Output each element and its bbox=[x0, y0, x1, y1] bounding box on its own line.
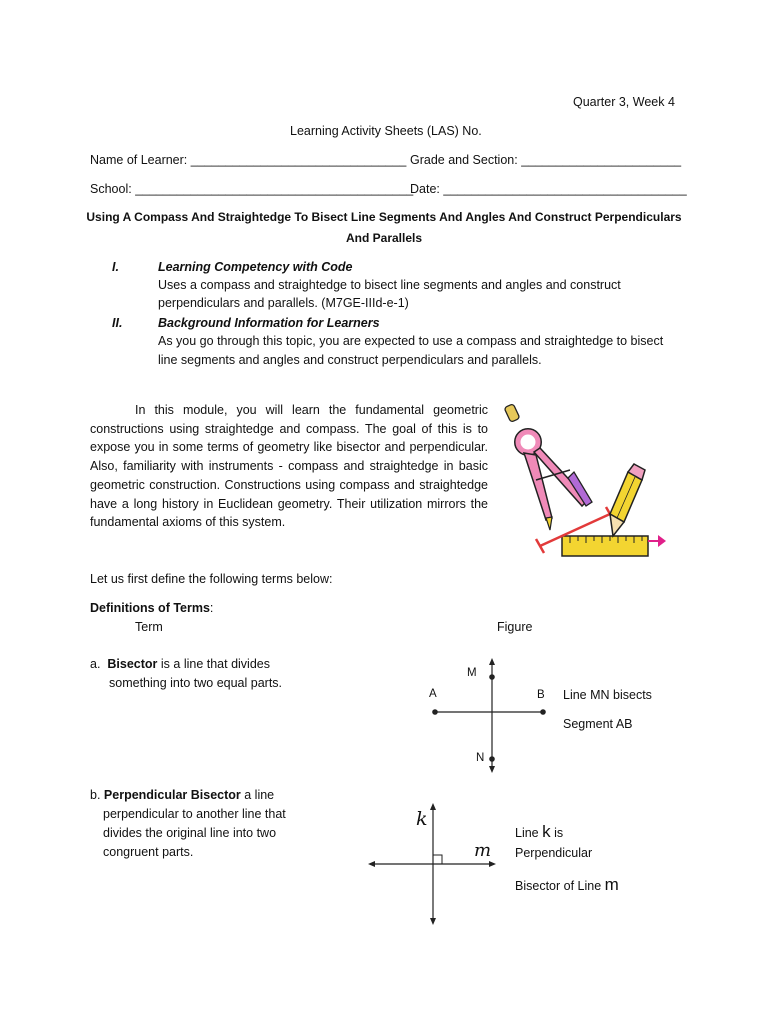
term-b-line bbox=[90, 788, 274, 802]
perp-caption-k: k bbox=[542, 822, 551, 841]
point-n bbox=[489, 756, 495, 762]
page-title-cont: And Parallels bbox=[345, 231, 423, 245]
section-2-line: line segments and angles and construct perpendiculars and parallels. bbox=[158, 353, 542, 367]
term-a-line bbox=[90, 657, 270, 671]
page-title: Using A Compass And Straightedge To Bisect Line Segments And Angles And Construct Perpendiculars bbox=[86, 210, 682, 224]
quarter-week: Quarter 3, Week 4 bbox=[573, 95, 675, 109]
intro-line: geometric construction. Constructions using compass and straightedge bbox=[90, 477, 488, 492]
term-a-prefix: a. bbox=[90, 657, 101, 671]
label-a: A bbox=[429, 688, 437, 700]
name-of-learner-row bbox=[90, 153, 406, 167]
perp-caption-line3 bbox=[515, 875, 619, 895]
date-row bbox=[410, 182, 687, 196]
arrow-icon bbox=[648, 535, 666, 547]
perp-caption-line2: Perpendicular bbox=[515, 846, 593, 860]
term-b-prefix: b. bbox=[90, 788, 101, 802]
intro-line: Also, familiarity with instruments - compass and straightedge in basic bbox=[90, 459, 488, 474]
term-a-term: Bisector bbox=[107, 657, 158, 671]
date-blank: ___________________________________ bbox=[443, 182, 687, 196]
definitions-colon: : bbox=[209, 601, 214, 615]
term-column-header: Term bbox=[135, 620, 163, 634]
line-mn-arrow-up bbox=[489, 658, 495, 665]
intro-line: expose you in some terms of geometry like bisector and perpendicular. bbox=[90, 440, 488, 455]
section-2-line: As you go through this topic, you are expected to use a compass and straightedge to bisect bbox=[158, 334, 664, 348]
name-label: Name of Learner: bbox=[90, 153, 188, 167]
grade-blank: _______________________ bbox=[521, 153, 682, 167]
section-2-numeral: II. bbox=[112, 316, 123, 330]
term-b-definition: a line bbox=[240, 788, 275, 802]
label-m: M bbox=[467, 667, 477, 679]
compass-pencil-ruler-illustration bbox=[500, 400, 670, 565]
pencil-icon bbox=[610, 464, 645, 536]
perp-caption-line-word: Line bbox=[515, 826, 543, 840]
line-m-arrow-left bbox=[368, 861, 375, 867]
school-row bbox=[90, 182, 413, 196]
grade-label: Grade and Section: bbox=[410, 153, 518, 167]
intro-line: have a long history in Euclidean geometry. Their utilization mirrors the bbox=[90, 496, 488, 511]
bisector-caption-line1: Line MN bisects bbox=[563, 688, 652, 702]
section-1-line: perpendiculars and parallels. (M7GE-IIId-e-1) bbox=[158, 296, 409, 310]
las-title: Learning Activity Sheets (LAS) No. bbox=[290, 124, 482, 138]
point-a bbox=[432, 709, 438, 715]
intro-line: In this module, you will learn the fundamental geometric bbox=[135, 403, 488, 417]
perpendicular-bisector-figure bbox=[365, 800, 500, 930]
perp-caption-bisector-text: Bisector of Line bbox=[515, 879, 605, 893]
ruler-icon bbox=[562, 536, 648, 556]
term-b-definition-cont: congruent parts. bbox=[103, 845, 194, 859]
school-blank: ________________________________________ bbox=[135, 182, 414, 196]
term-b-definition-cont: perpendicular to another line that bbox=[103, 807, 286, 821]
define-text: Let us first define the following terms below: bbox=[90, 572, 333, 586]
intro-paragraph bbox=[90, 401, 488, 532]
perp-caption-m: m bbox=[604, 875, 619, 894]
term-a-definition-cont: something into two equal parts. bbox=[109, 676, 283, 690]
section-1-heading: Learning Competency with Code bbox=[158, 260, 353, 274]
label-m-line: m bbox=[474, 840, 492, 861]
section-1-numeral: I. bbox=[112, 260, 119, 274]
perp-caption-line1 bbox=[515, 822, 563, 842]
perp-caption-is: is bbox=[550, 826, 564, 840]
line-m-arrow-right bbox=[489, 861, 496, 867]
line-mn-arrow-down bbox=[489, 766, 495, 773]
label-k: k bbox=[416, 808, 428, 830]
term-b-definition-cont: divides the original line into two bbox=[103, 826, 277, 840]
line-k-arrow-down bbox=[430, 918, 436, 925]
intro-line: constructions using straightedge and compass. The goal of this is to bbox=[90, 421, 488, 436]
right-angle-marker bbox=[433, 855, 442, 864]
label-n: N bbox=[476, 752, 485, 764]
section-2-heading: Background Information for Learners bbox=[158, 316, 380, 330]
label-b: B bbox=[537, 689, 545, 701]
line-k-arrow-up bbox=[430, 803, 436, 810]
school-label: School: bbox=[90, 182, 132, 196]
definitions-heading-row bbox=[90, 601, 213, 615]
point-m bbox=[489, 674, 495, 680]
compass-icon bbox=[504, 404, 592, 530]
intro-line: fundamental axioms of this system. bbox=[90, 515, 286, 530]
figure-column-header: Figure bbox=[497, 620, 533, 634]
definitions-heading: Definitions of Terms bbox=[90, 601, 210, 615]
bisector-caption-line2: Segment AB bbox=[563, 717, 633, 731]
date-label: Date: bbox=[410, 182, 440, 196]
grade-section-row bbox=[410, 153, 681, 167]
point-b bbox=[540, 709, 546, 715]
bisector-figure bbox=[425, 655, 555, 775]
term-a-definition: is a line that divides bbox=[157, 657, 270, 671]
section-1-line: Uses a compass and straightedge to bisect line segments and angles and construct bbox=[158, 278, 621, 292]
term-b-term: Perpendicular Bisector bbox=[103, 788, 241, 802]
name-blank: _______________________________ bbox=[190, 153, 407, 167]
